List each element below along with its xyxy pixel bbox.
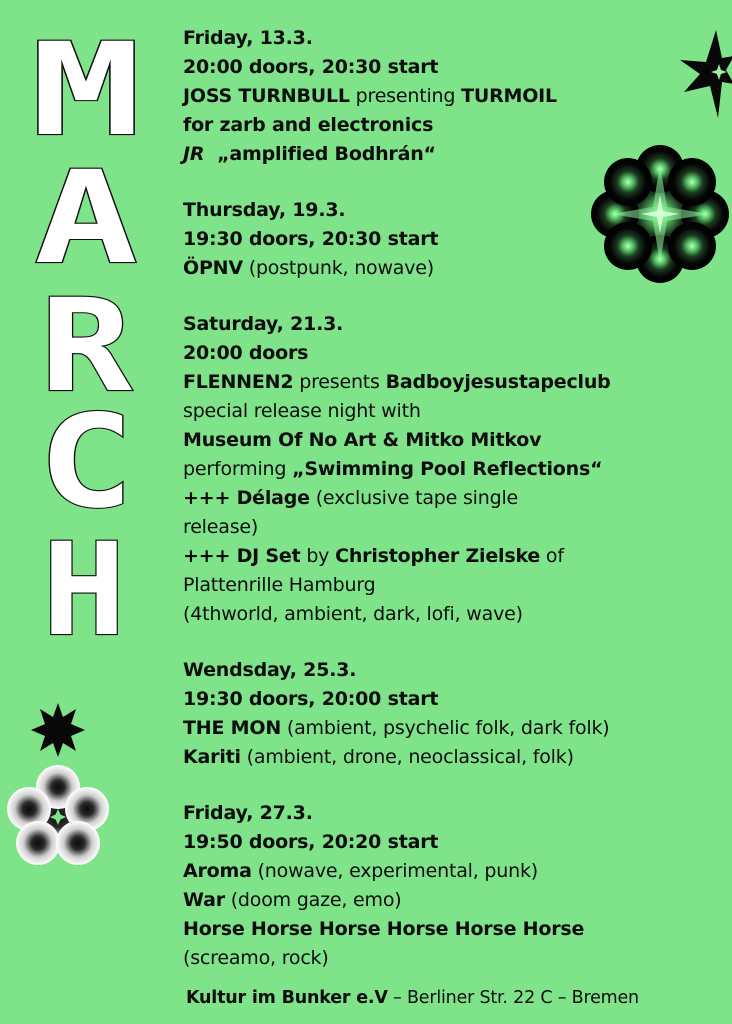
event-block	[183, 656, 723, 772]
title-letter-a: A	[34, 144, 138, 293]
event-text: (ambient, drone, neoclassical, folk)	[240, 746, 574, 768]
event-line	[183, 828, 723, 857]
dark-flower-glow-icon	[591, 145, 729, 283]
event-line	[183, 339, 723, 368]
event-text-bold: Horse Horse Horse Horse Horse Horse	[183, 918, 585, 940]
event-line	[183, 24, 723, 53]
event-line	[183, 310, 723, 339]
event-text-bold: Friday, 27.3.	[183, 802, 313, 824]
event-text-bold: Wendsday, 25.3.	[183, 659, 357, 681]
event-text-bold: +++ Délage	[183, 487, 310, 509]
event-text-bold: Museum Of No Art & Mitko Mitkov	[183, 429, 542, 451]
event-text-bold: „Swimming Pool Reflections“	[292, 458, 603, 480]
vertical-title-march	[28, 22, 144, 642]
venue-address: – Berliner Str. 22 C – Bremen	[387, 988, 639, 1008]
event-line	[183, 685, 723, 714]
title-letter-h: H	[42, 516, 126, 642]
event-text-bold: TURMOIL	[461, 85, 557, 107]
event-text-bold: 19:30 doors, 20:00 start	[183, 688, 439, 710]
event-text-bold: Thursday, 19.3.	[183, 199, 346, 221]
event-text: performing	[183, 458, 293, 480]
event-text-bold: 19:30 doors, 20:30 start	[183, 228, 439, 250]
white-flower-glow-icon	[4, 765, 112, 869]
event-text-bold: Friday, 13.3.	[183, 27, 313, 49]
event-text: (nowave, experimental, punk)	[251, 860, 538, 882]
event-line	[183, 656, 723, 685]
event-line	[183, 571, 723, 600]
event-line	[183, 397, 723, 426]
event-text-bold: +++ DJ Set	[183, 545, 301, 567]
event-text-bold: 20:00 doors	[183, 342, 309, 364]
event-text: (4thworld, ambient, dark, lofi, wave)	[183, 603, 523, 625]
title-letter-m: M	[31, 22, 141, 165]
title-letter-r: R	[40, 272, 134, 421]
event-line	[183, 455, 723, 484]
event-line	[183, 111, 723, 140]
event-block	[183, 310, 723, 629]
venue-name: Kultur im Bunker e.V	[186, 988, 388, 1008]
event-line	[183, 542, 723, 571]
event-text-bold: for zarb and electronics	[183, 114, 434, 136]
event-block	[183, 799, 723, 973]
event-text: (screamo, rock)	[183, 947, 329, 969]
event-text-bold: „amplified Bodhrán“	[204, 143, 436, 165]
event-text-bold: JR	[183, 143, 205, 165]
star-burst-icon	[676, 28, 732, 120]
event-text: release)	[183, 516, 259, 538]
event-line	[183, 484, 723, 513]
event-text-bold: Saturday, 21.3.	[183, 313, 344, 335]
event-text-bold: 19:50 doors, 20:20 start	[183, 831, 439, 853]
event-line	[183, 886, 723, 915]
event-text-bold: War	[183, 889, 225, 911]
event-text: special release night with	[183, 400, 421, 422]
event-text-bold: JOSS TURNBULL	[183, 85, 350, 107]
event-text: Plattenrille Hamburg	[183, 574, 376, 596]
event-line	[183, 857, 723, 886]
event-text: by	[300, 545, 336, 567]
venue-footer	[186, 988, 639, 1008]
event-text-bold: 20:00 doors, 20:30 start	[183, 56, 439, 78]
event-text-bold: Aroma	[183, 860, 252, 882]
event-line	[183, 368, 723, 397]
event-text: presents	[293, 371, 386, 393]
title-letter-c: C	[38, 388, 134, 537]
small-star-burst-icon	[31, 703, 85, 757]
event-text-bold: THE MON	[183, 717, 282, 739]
event-text: (ambient, psychelic folk, dark folk)	[281, 717, 610, 739]
event-line	[183, 743, 723, 772]
event-text-bold: Kariti	[183, 746, 241, 768]
event-text-bold: Christopher Zielske	[335, 545, 541, 567]
event-text: (postpunk, nowave)	[242, 257, 434, 279]
event-line	[183, 799, 723, 828]
event-text: of	[540, 545, 564, 567]
event-line	[183, 426, 723, 455]
event-text: (exclusive tape single	[309, 487, 519, 509]
event-line	[183, 915, 723, 944]
event-text-bold: FLENNEN2	[183, 371, 294, 393]
event-line	[183, 53, 723, 82]
event-line	[183, 714, 723, 743]
event-text: (doom gaze, emo)	[224, 889, 402, 911]
event-line	[183, 944, 723, 973]
event-line	[183, 82, 723, 111]
event-text-bold: Badboyjesustapeclub	[385, 371, 611, 393]
event-line	[183, 600, 723, 629]
event-text: presenting	[349, 85, 462, 107]
event-line	[183, 513, 723, 542]
event-text-bold: ÖPNV	[183, 257, 243, 279]
